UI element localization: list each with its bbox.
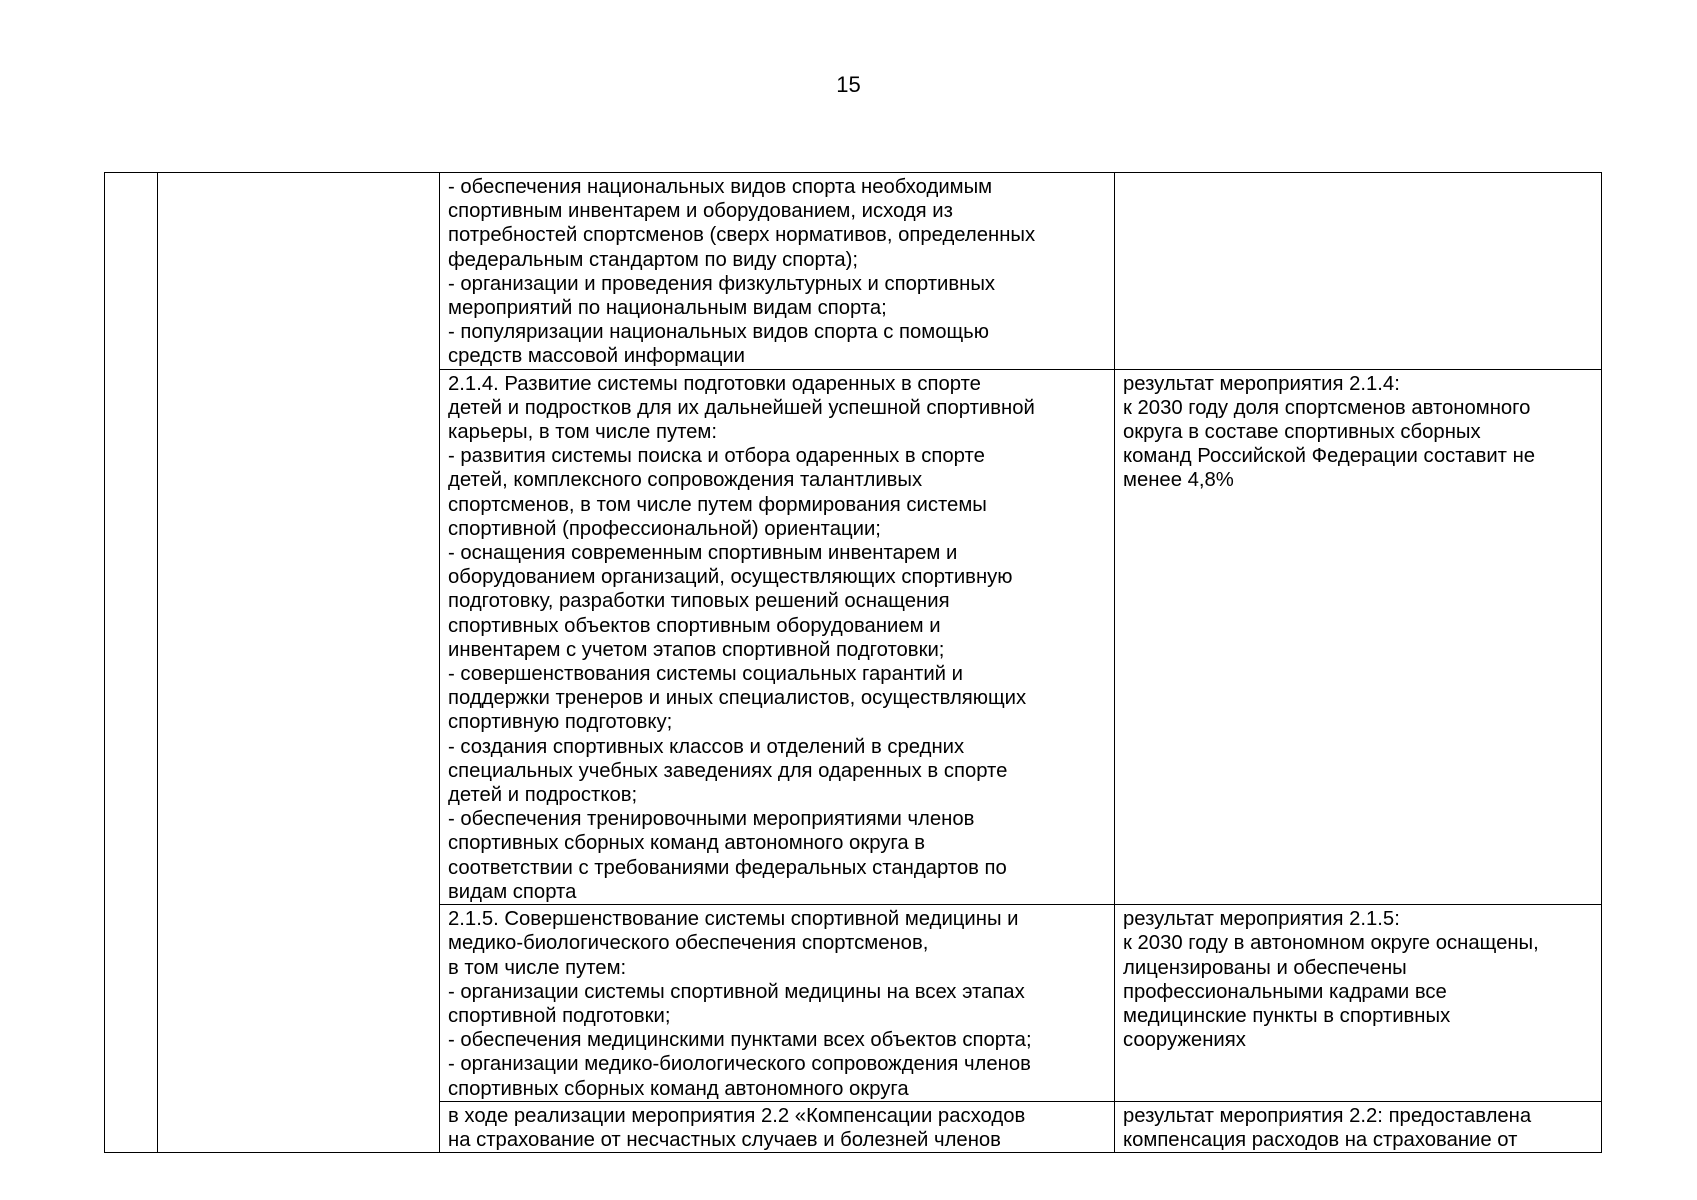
- page-number: 15: [836, 72, 861, 97]
- activity-cell: - обеспечения национальных видов спорта необходимым спортивным инвентарем и оборудованием, исходя из потребностей спортсменов (сверх нормативов, определенных федеральным стандартом по виду спорта); - организации и проведения физкультурных и спортивных мероприятий по национальным видам спорта; - популяризации национальных видов спорта с помощью средств массовой информации: [440, 173, 1115, 370]
- result-cell: результат мероприятия 2.1.4: к 2030 году доля спортсменов автономного округа в составе спортивных сборных команд Российской Федерации составит не менее 4,8%: [1115, 369, 1602, 904]
- number-cell: [105, 173, 158, 1153]
- task-cell: [158, 173, 440, 1153]
- result-cell: результат мероприятия 2.2: предоставлена компенсация расходов на страхование от: [1115, 1101, 1602, 1152]
- result-cell: [1115, 173, 1602, 370]
- activity-cell: 2.1.4. Развитие системы подготовки одаренных в спорте детей и подростков для их дальнейшей успешной спортивной карьеры, в том числе путем: - развития системы поиска и отбора одаренных в спорте детей, комплексного сопровождения талантливых спортсменов, в том числе путем формирования системы спортивной (профессиональной) ориентации; - оснащения современным спортивным инвентарем и оборудованием организаций, осуществляющих спортивную подготовку, разработки типовых решений оснащения спортивных объектов спортивным оборудованием и инвентарем с учетом этапов спортивной подготовки; - совершенствования системы социальных гарантий и поддержки тренеров и иных специалистов, осуществляющих спортивную подготовку; - создания спортивных классов и отделений в средних специальных учебных заведениях для одаренных в спорте детей и подростков; - обеспечения тренировочными мероприятиями членов спортивных сборных команд автономного округа в соответствии с требованиями федеральных стандартов по видам спорта: [440, 369, 1115, 904]
- activity-cell: 2.1.5. Совершенствование системы спортивной медицины и медико-биологического обеспечения спортсменов, в том числе путем: - организации системы спортивной медицины на всех этапах спортивной подготовки; - обеспечения медицинскими пунктами всех объектов спорта; - организации медико-биологического сопровождения членов спортивных сборных команд автономного округа: [440, 905, 1115, 1102]
- activity-cell: в ходе реализации мероприятия 2.2 «Компенсации расходов на страхование от несчастных случаев и болезней членов: [440, 1101, 1115, 1152]
- result-cell: результат мероприятия 2.1.5: к 2030 году в автономном округе оснащены, лицензированы и обеспечены профессиональными кадрами все медицинские пункты в спортивных сооружениях: [1115, 905, 1602, 1102]
- measures-table: [104, 172, 1602, 1153]
- table-row: [105, 173, 1602, 370]
